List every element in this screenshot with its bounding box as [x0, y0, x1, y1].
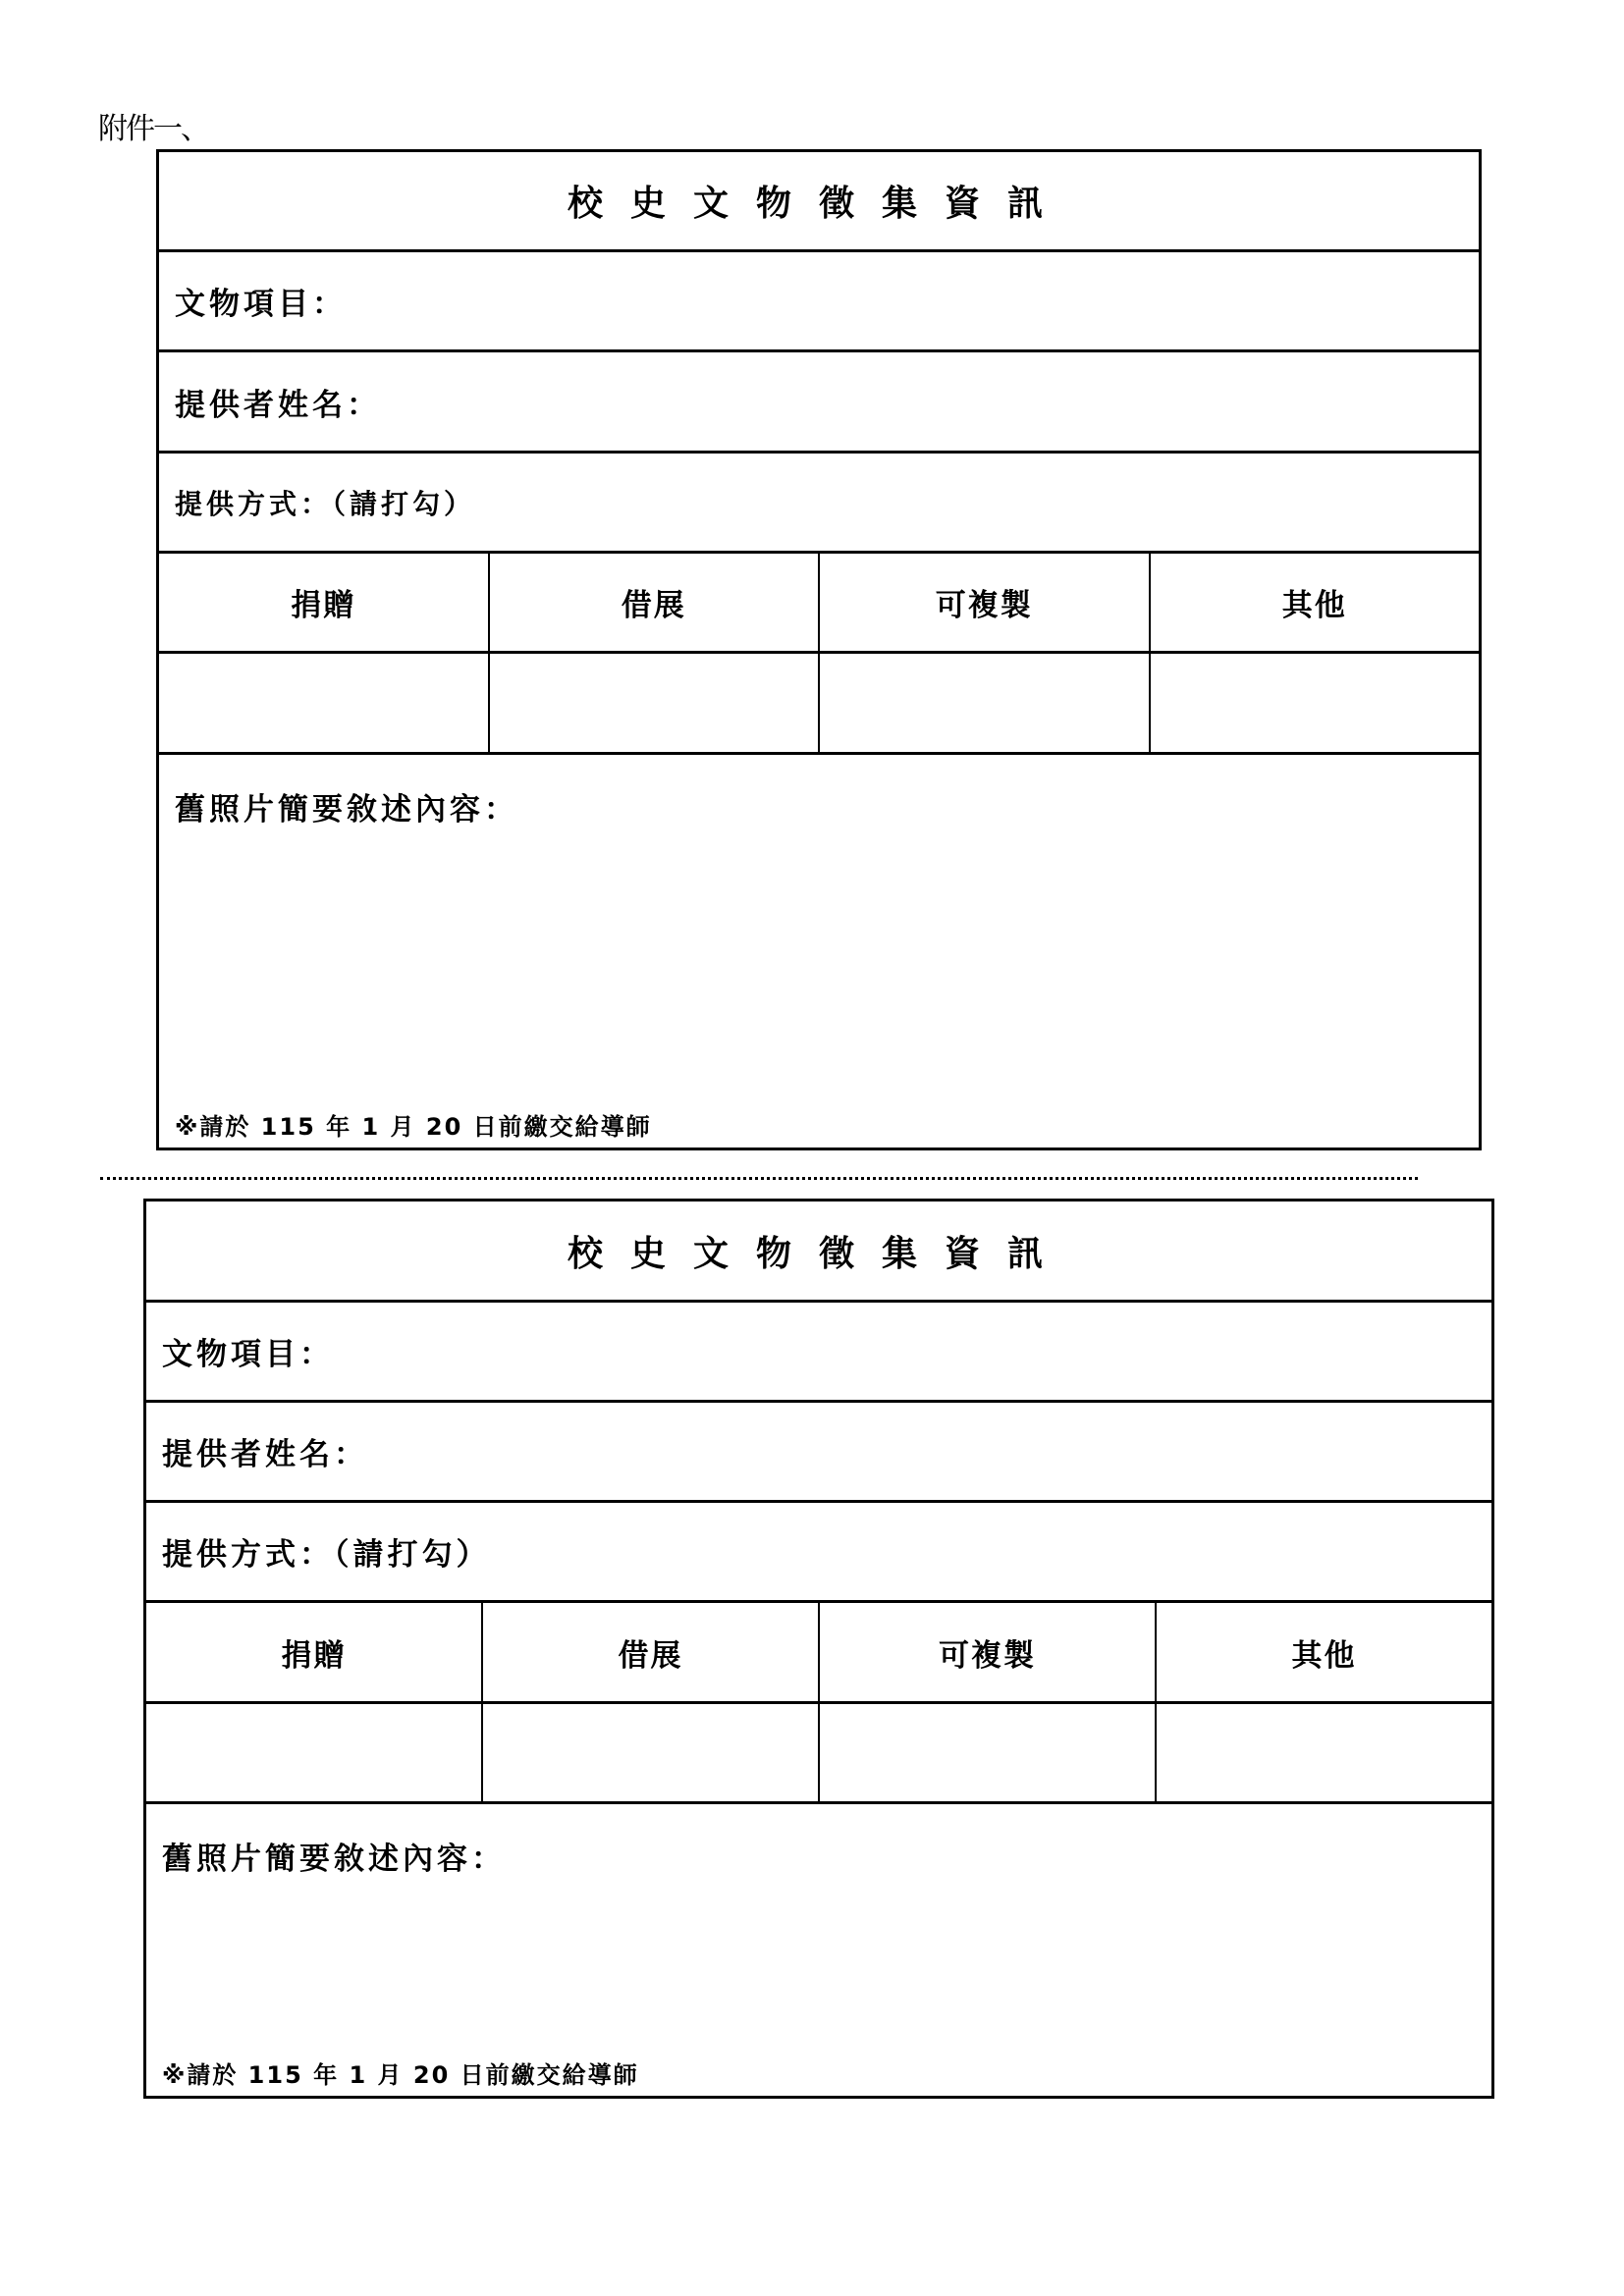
option-copy-header: 可複製 [820, 554, 1151, 651]
option-copy-header: 可複製 [820, 1603, 1157, 1701]
collection-form-2 [143, 1199, 1494, 2099]
option-other-checkbox[interactable] [1157, 1704, 1491, 1801]
item-label: 文物項目： [162, 1337, 334, 1372]
option-loan-header: 借展 [490, 554, 821, 651]
form-title: 校史文物徵集資訊 [146, 1201, 1491, 1303]
provider-name-field[interactable] [146, 1403, 1491, 1503]
option-other-checkbox[interactable] [1151, 654, 1480, 752]
option-donate-checkbox[interactable] [146, 1704, 483, 1801]
option-other-header: 其他 [1291, 1637, 1357, 1674]
form-title: 校史文物徵集資訊 [159, 152, 1479, 252]
options-check-row [146, 1704, 1491, 1804]
description-label: 舊照片簡要敘述內容： [162, 1842, 506, 1877]
method-row [146, 1503, 1491, 1603]
method-label: 提供方式：（請打勾） [175, 487, 476, 520]
method-row [159, 454, 1479, 554]
item-field[interactable] [146, 1303, 1491, 1403]
item-field[interactable] [159, 252, 1479, 352]
provider-name-label: 提供者姓名： [175, 387, 381, 423]
method-label: 提供方式：（請打勾） [162, 1537, 491, 1573]
option-donate-header: 捐贈 [146, 1603, 483, 1701]
option-donate-header: 捐贈 [159, 554, 490, 651]
deadline-note: ※請於 115 年 1 月 20 日前繳交給導師 [162, 2061, 639, 2089]
description-field[interactable] [159, 755, 1479, 1148]
provider-name-field[interactable] [159, 352, 1479, 454]
options-header-row [159, 554, 1479, 654]
option-copy-checkbox[interactable] [820, 1704, 1157, 1801]
deadline-note: ※請於 115 年 1 月 20 日前繳交給導師 [175, 1113, 652, 1141]
cut-line-divider [100, 1177, 1418, 1180]
item-label: 文物項目： [175, 287, 347, 322]
option-loan-header: 借展 [483, 1603, 820, 1701]
annex-label: 附件一、 [98, 112, 208, 146]
option-donate-checkbox[interactable] [159, 654, 490, 752]
provider-name-label: 提供者姓名： [162, 1437, 368, 1472]
options-header-row [146, 1603, 1491, 1704]
option-loan-checkbox[interactable] [490, 654, 821, 752]
options-check-row [159, 654, 1479, 755]
description-label: 舊照片簡要敘述內容： [175, 792, 518, 828]
option-other-header: 其他 [1281, 588, 1347, 623]
collection-form-1 [156, 149, 1482, 1150]
description-field[interactable] [146, 1804, 1491, 2096]
option-loan-checkbox[interactable] [483, 1704, 820, 1801]
option-copy-checkbox[interactable] [820, 654, 1151, 752]
